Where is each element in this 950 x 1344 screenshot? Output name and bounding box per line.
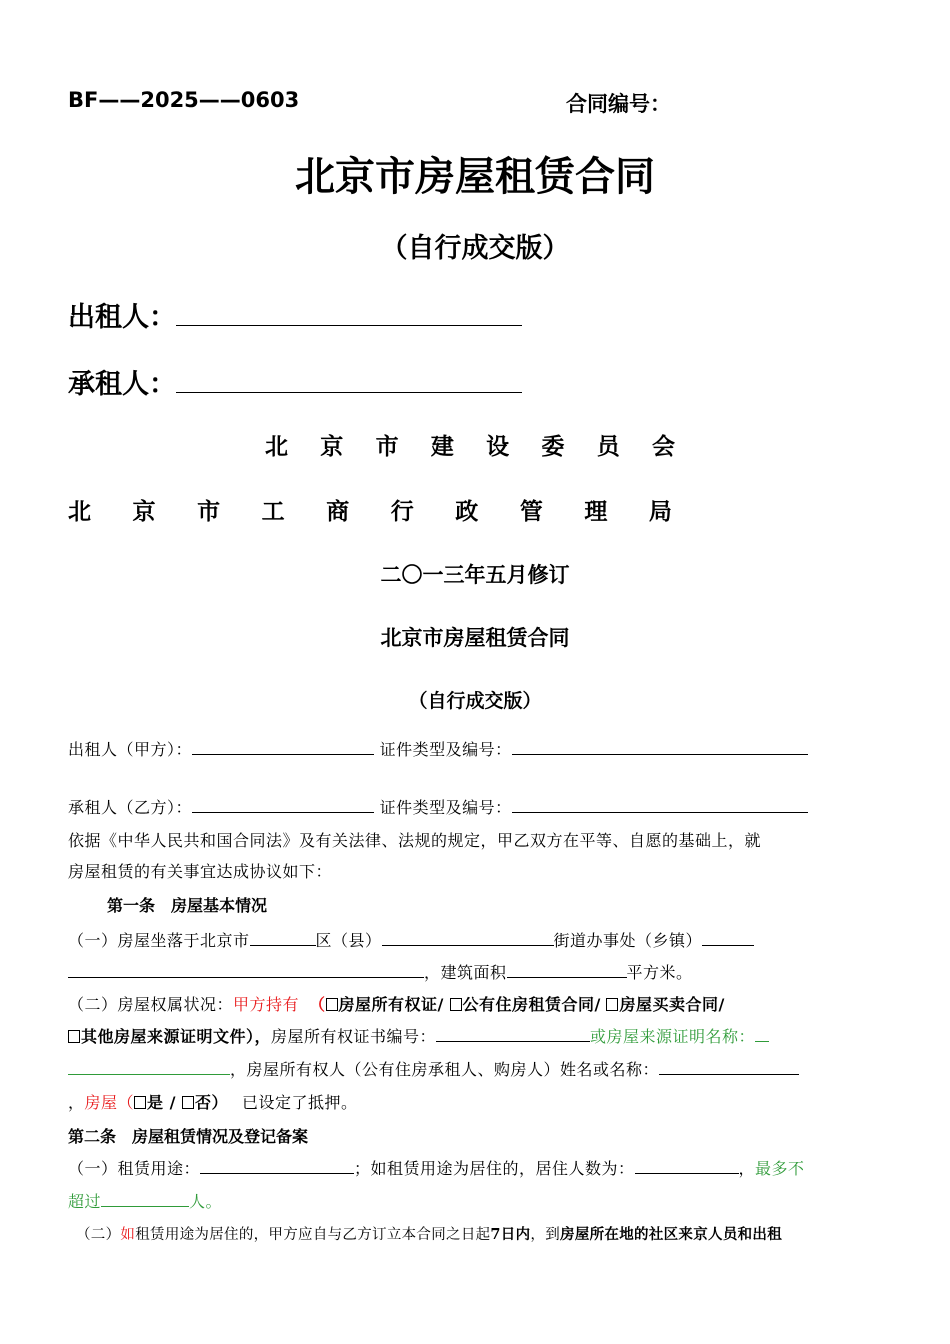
- to-word: ，到: [530, 1227, 561, 1243]
- checkbox-other-source-docs[interactable]: [68, 1030, 80, 1043]
- district-field[interactable]: [250, 928, 316, 946]
- cover-lessee-field[interactable]: [176, 364, 522, 393]
- street-office-field[interactable]: [382, 928, 554, 946]
- issuer-industry-commerce-bureau: [68, 493, 672, 526]
- owner-name-label: ，房屋所有权人（公有住房承租人、购房人）姓名或名称：: [230, 1060, 660, 1079]
- township-field[interactable]: [702, 928, 754, 946]
- issuer2-char: 政: [455, 498, 479, 525]
- issuer-construction-committee: [265, 428, 675, 461]
- article-1-title: 第一条 房屋基本情况: [107, 896, 268, 915]
- cover-title: 北京市房屋租赁合同: [295, 153, 655, 200]
- location-label: （一）房屋坐落于北京市: [68, 931, 250, 950]
- party-b-id-field[interactable]: [512, 795, 808, 813]
- cover-lessor-row: [68, 295, 522, 334]
- community-office-text: 房屋所在地的社区来京人员和出租: [560, 1226, 783, 1243]
- article-1-clause-1-line-2: [68, 960, 693, 983]
- intro-line-2: 房屋租赁的有关事宜达成协议如下：: [68, 862, 333, 881]
- cover-lessee-label: 承租人：: [68, 369, 176, 400]
- district-label: 区（县）: [315, 931, 382, 950]
- article-1-clause-1-line-1: [68, 928, 754, 951]
- issuer1-char: 员: [596, 433, 620, 460]
- document-code: BF——2025——0603: [68, 88, 300, 112]
- article-2-clause-1-line-1: [68, 1156, 805, 1179]
- party-a-id-label: 证件类型及编号：: [379, 740, 512, 759]
- cover-lessee-row: [68, 362, 522, 401]
- registration-text: 租赁用途为居住的，甲方应自与乙方订立本合同之日起: [135, 1227, 491, 1243]
- article-2-clause-1-line-2: [68, 1189, 222, 1212]
- issuer1-char: 京: [320, 433, 344, 460]
- issuer2-char: 局: [648, 498, 672, 525]
- party-a-label: 出租人（甲方）：: [68, 740, 193, 759]
- party-a-row: [68, 737, 808, 760]
- body-title: 北京市房屋租赁合同: [380, 625, 570, 650]
- revision-date: 二〇一三年五月修订: [380, 562, 570, 587]
- article-1-clause-2-line-2: [68, 1024, 769, 1047]
- seven-days: 7日内: [490, 1226, 531, 1243]
- article-2-title: 第二条 房屋租赁情况及登记备案: [68, 1127, 309, 1146]
- source-proof-name-field[interactable]: [68, 1057, 230, 1075]
- issuer1-char: 建: [430, 433, 454, 460]
- checkbox-mortgaged-yes[interactable]: [134, 1096, 146, 1109]
- mortgage-text: 已设定了抵押。: [242, 1093, 358, 1112]
- issuer2-char: 市: [197, 498, 221, 525]
- option-mortgaged-no: 否）: [195, 1093, 229, 1112]
- cover-lessor-label: 出租人：: [68, 302, 176, 333]
- article-1-clause-2-line-1: [68, 992, 725, 1015]
- held-by-party-a: 甲方持有: [233, 995, 300, 1014]
- issuer1-char: 市: [375, 433, 399, 460]
- checkbox-public-housing-lease[interactable]: [450, 998, 462, 1011]
- checkbox-ownership-certificate[interactable]: [326, 998, 338, 1011]
- party-b-id-label: 证件类型及编号：: [379, 798, 512, 817]
- certificate-number-label: 房屋所有权证书编号：: [271, 1027, 437, 1046]
- issuer2-char: 理: [584, 498, 608, 525]
- floor-area-field[interactable]: [507, 960, 627, 978]
- issuer2-char: 管: [519, 498, 543, 525]
- party-b-label: 承租人（乙方）：: [68, 798, 193, 817]
- issuer2-char: 京: [132, 498, 156, 525]
- issuer2-char: 商: [326, 498, 350, 525]
- option-public-housing-lease: 公有住房租赁合同/: [462, 995, 601, 1014]
- lease-purpose-label: （一）租赁用途：: [68, 1159, 201, 1178]
- intro-line-1: 依据《中华人民共和国合同法》及有关法律、法规的规定，甲乙双方在平等、自愿的基础上，就: [68, 831, 762, 850]
- body-edition: （自行成交版）: [408, 690, 542, 712]
- issuer2-char: 北: [68, 498, 91, 525]
- cover-edition: （自行成交版）: [380, 233, 570, 264]
- address-detail-field[interactable]: [68, 960, 424, 978]
- mortgage-prefix: 房屋（: [84, 1093, 135, 1112]
- open-paren: （: [309, 995, 326, 1014]
- max-occupants-label-cont: 超过: [68, 1192, 102, 1211]
- article-2-clause-2-line-1: [76, 1223, 782, 1244]
- if-word: 如: [120, 1227, 136, 1243]
- max-occupants-label: 最多不: [755, 1159, 805, 1178]
- issuer1-char: 会: [651, 433, 675, 460]
- option-ownership-certificate: 房屋所有权证/: [338, 995, 444, 1014]
- option-mortgaged-yes: 是 /: [147, 1093, 183, 1112]
- square-meter-unit: 平方米。: [626, 963, 693, 982]
- party-a-id-field[interactable]: [512, 737, 808, 755]
- option-other-source-docs: 其他房屋来源证明文件），: [81, 1027, 272, 1046]
- party-a-name-field[interactable]: [192, 737, 374, 755]
- issuer2-char: 工: [261, 498, 285, 525]
- source-proof-name-field-start[interactable]: [755, 1024, 769, 1042]
- street-office-label: 街道办事处（乡镇）: [553, 931, 703, 950]
- certificate-number-field[interactable]: [436, 1024, 590, 1042]
- comma: ，: [738, 1159, 756, 1178]
- checkbox-sale-contract[interactable]: [606, 998, 618, 1011]
- party-b-name-field[interactable]: [192, 795, 374, 813]
- party-b-row: [68, 795, 808, 818]
- occupant-count-label: ；如租赁用途为居住的，居住人数为：: [354, 1159, 635, 1178]
- source-proof-name-label: 或房屋来源证明名称：: [590, 1027, 756, 1046]
- issuer2-char: 行: [390, 498, 414, 525]
- lease-purpose-field[interactable]: [200, 1156, 354, 1174]
- ownership-label: （二）房屋权属状况：: [68, 995, 234, 1014]
- article-1-clause-2-line-3: [68, 1057, 799, 1080]
- cover-lessor-field[interactable]: [176, 297, 522, 326]
- owner-name-field[interactable]: [659, 1057, 799, 1075]
- issuer1-char: 设: [486, 433, 510, 460]
- contract-number-label: 合同编号：: [566, 91, 671, 116]
- occupant-count-field[interactable]: [635, 1156, 739, 1174]
- max-occupants-field[interactable]: [101, 1189, 189, 1207]
- persons-unit: 人。: [189, 1192, 223, 1211]
- issuer1-char: 委: [541, 433, 565, 460]
- option-sale-contract: 房屋买卖合同/: [619, 995, 725, 1014]
- floor-area-label: ，建筑面积: [424, 963, 507, 982]
- comma: ，: [68, 1093, 85, 1112]
- checkbox-mortgaged-no[interactable]: [182, 1096, 194, 1109]
- clause-number: （二）: [76, 1227, 121, 1243]
- issuer1-char: 北: [265, 433, 288, 460]
- article-1-clause-2-line-4: [68, 1090, 358, 1113]
